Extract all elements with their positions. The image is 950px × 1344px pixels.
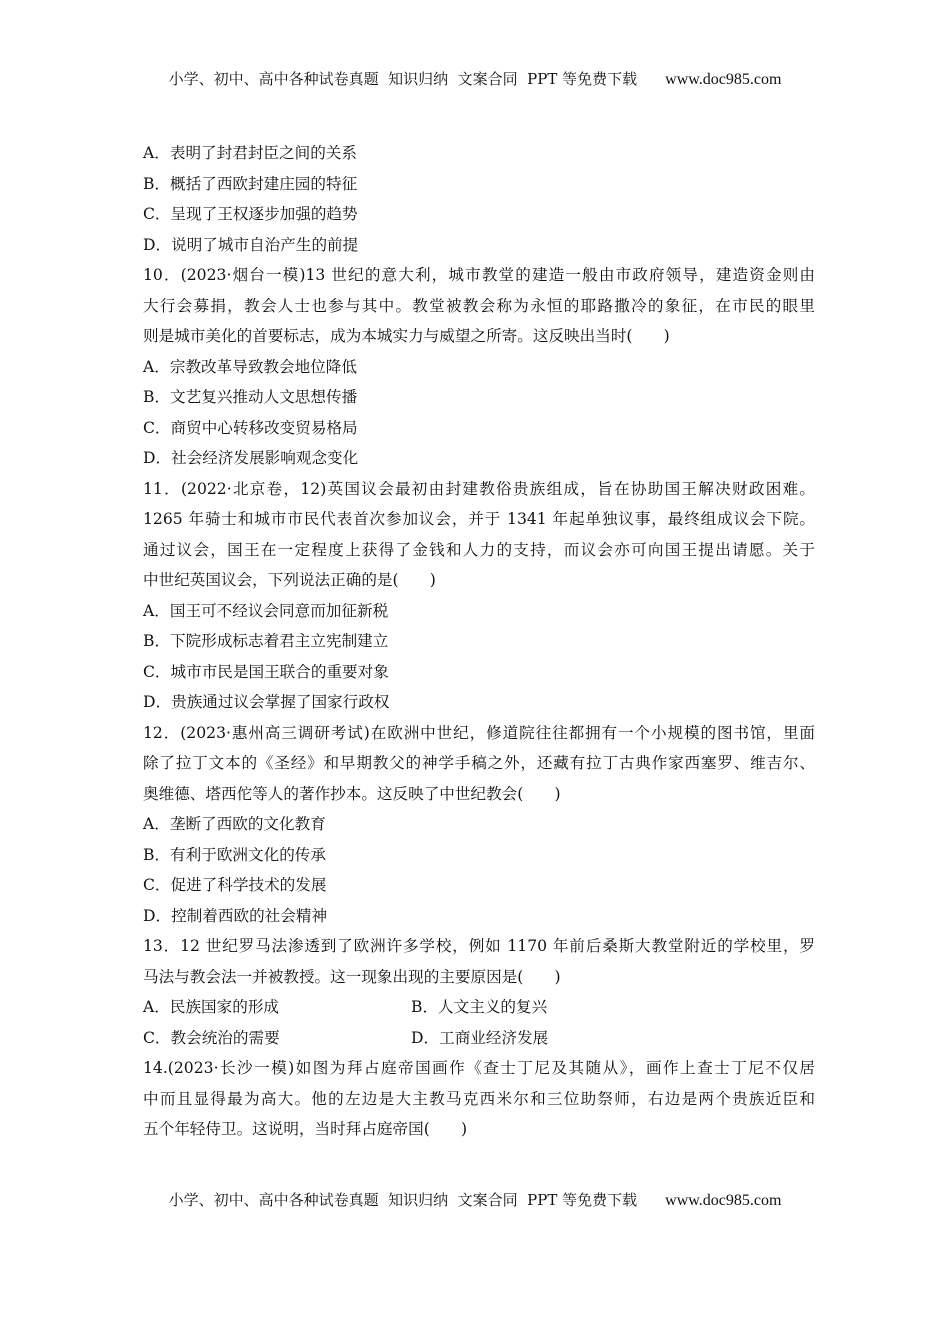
header-text: 小学、初中、高中各种试卷真题 知识归纳 文案合同 PPT 等免费下载 xyxy=(168,70,638,88)
option-a: A．垄断了西欧的文化教育 xyxy=(143,815,326,833)
option-a: A．民族国家的形成 xyxy=(143,998,280,1016)
footer-text: 小学、初中、高中各种试卷真题 知识归纳 文案合同 PPT 等免费下载 xyxy=(168,1191,638,1209)
option-c: C．城市市民是国王联合的重要对象 xyxy=(143,662,389,681)
question-text-line: 1265 年骑士和城市市民代表首次参加议会，并于 1341 年起单独议事，最终组成议会下院。 xyxy=(143,510,815,528)
question-text-line: 除了拉丁文本的《圣经》和早期教父的神学手稿之外，还藏有拉丁古典作家西塞罗、维吉尔、 xyxy=(143,754,815,772)
question-13 xyxy=(143,931,815,1053)
question-text-line: 奥维德、塔西佗等人的著作抄本。这反映了中世纪教会( ) xyxy=(143,784,561,803)
question-text-line: 大行会募捐，教会人士也参与其中。教堂被教会称为永恒的耶路撒冷的象征，在市民的眼里 xyxy=(143,296,815,315)
question-text-line: 五个年轻侍卫。这说明，当时拜占庭帝国( ) xyxy=(143,1120,468,1138)
footer-url: www.doc985.com xyxy=(665,1192,782,1209)
option-d: D．贵族通过议会掌握了国家行政权 xyxy=(143,693,390,711)
header-url: www.doc985.com xyxy=(665,71,782,88)
options-row xyxy=(143,992,815,1023)
options-row xyxy=(143,1023,815,1054)
question-text-line: 通过议会，国王在一定程度上获得了金钱和人力的支持，而议会亦可向国王提出请愿。关于 xyxy=(143,540,815,559)
question-text-line: 12．(2023·惠州高三调研考试)在欧洲中世纪，修道院往往都拥有一个小规模的图书馆，里面 xyxy=(143,723,815,742)
question-11 xyxy=(143,474,815,718)
question-text-line: 马法与教会法一并被教授。这一现象出现的主要原因是( ) xyxy=(143,967,561,986)
question-text-line: 10．(2023·烟台一模)13 世纪的意大利，城市教堂的建造一般由市政府领导，建造资金则由 xyxy=(143,266,815,284)
option-b: B．概括了西欧封建庄园的特征 xyxy=(143,174,358,193)
question-14 xyxy=(143,1053,815,1145)
option-d: D．控制着西欧的社会精神 xyxy=(143,906,328,925)
question-12 xyxy=(143,718,815,932)
option-b: B．人文主义的复兴 xyxy=(411,998,548,1016)
question-text-line: 则是城市美化的首要标志，成为本城实力与威望之所寄。这反映出当时( ) xyxy=(143,327,670,345)
option-c: C．呈现了王权逐步加强的趋势 xyxy=(143,205,358,223)
document-body xyxy=(143,138,815,1145)
page-header xyxy=(0,69,950,90)
option-d: D．社会经济发展影响观念变化 xyxy=(143,449,359,467)
option-b: B．有利于欧洲文化的传承 xyxy=(143,845,326,864)
option-c: C．教会统治的需要 xyxy=(143,1028,280,1047)
option-a: A．表明了封君封臣之间的关系 xyxy=(143,144,357,162)
option-b: B．文艺复兴推动人文思想传播 xyxy=(143,388,358,406)
option-c: C．商贸中心转移改变贸易格局 xyxy=(143,418,358,437)
question-10 xyxy=(143,260,815,474)
page-footer xyxy=(0,1190,950,1211)
question-text-line: 11．(2022·北京卷，12)英国议会最初由封建教俗贵族组成，旨在协助国王解决财政困难。 xyxy=(143,479,815,498)
option-c: C．促进了科学技术的发展 xyxy=(143,876,327,894)
option-d: D．工商业经济发展 xyxy=(411,1028,549,1047)
question-text-line: 14.(2023·长沙一模)如图为拜占庭帝国画作《查士丁尼及其随从》，画作上查士丁尼不仅居 xyxy=(143,1059,815,1077)
question-text-line: 13．12 世纪罗马法渗透到了欧洲许多学校，例如 1170 年前后桑斯大教堂附近的学校里，罗 xyxy=(143,937,815,955)
option-a: A．国王可不经议会同意而加征新税 xyxy=(143,601,389,620)
option-d: D．说明了城市自治产生的前提 xyxy=(143,235,359,254)
question-9-options xyxy=(143,138,815,260)
question-text-line: 中世纪英国议会，下列说法正确的是( ) xyxy=(143,571,436,589)
option-a: A．宗教改革导致教会地位降低 xyxy=(143,357,357,376)
option-b: B．下院形成标志着君主立宪制建立 xyxy=(143,632,389,650)
question-text-line: 中而且显得最为高大。他的左边是大主教马克西米尔和三位助祭师，右边是两个贵族近臣和 xyxy=(143,1089,815,1108)
